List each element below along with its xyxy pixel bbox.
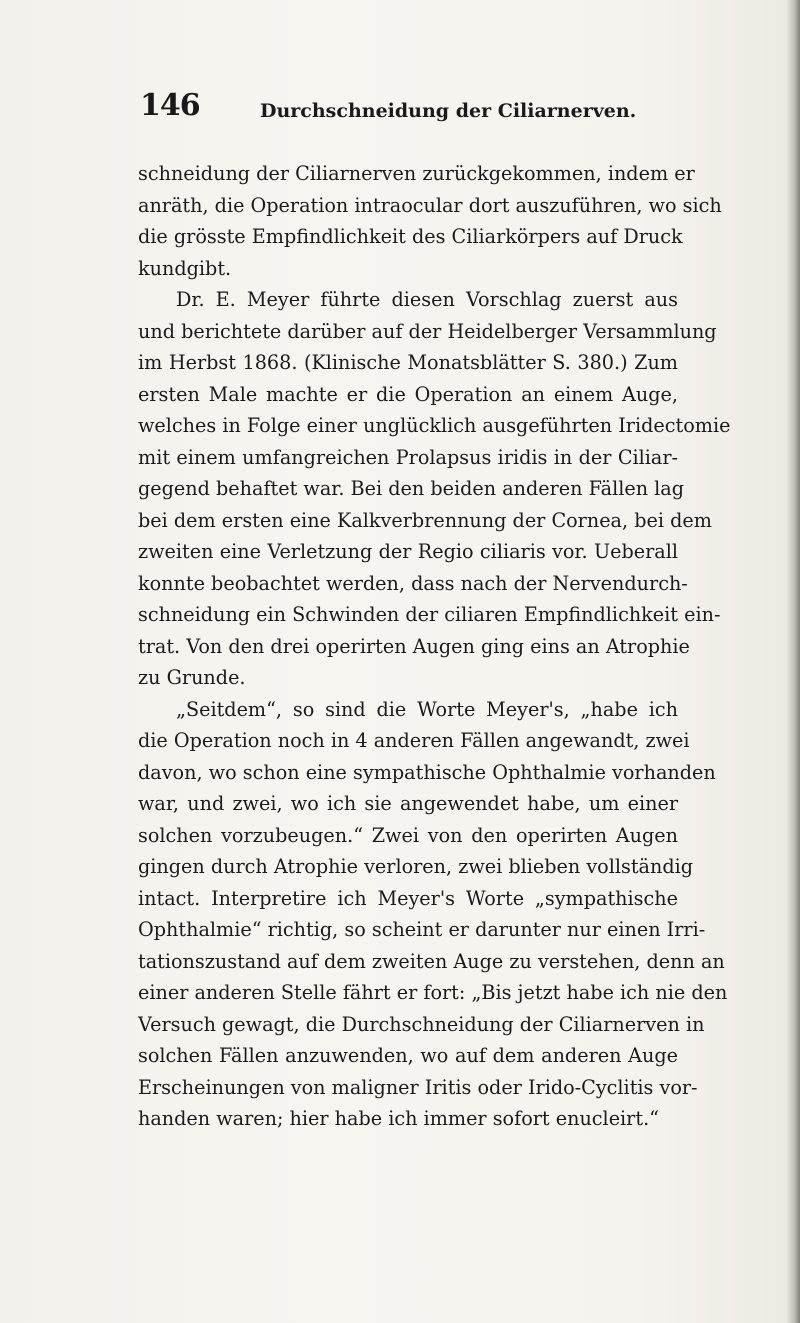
text-line: zu Grunde. — [138, 666, 246, 689]
text-line: gingen durch Atrophie verloren, zwei blieben vollständig — [138, 855, 694, 878]
page-number: 146 — [140, 88, 200, 123]
text-line: Ophthalmie“ richtig, so scheint er darunter nur einen Irri- — [138, 918, 706, 941]
text-line: die Operation noch in 4 anderen Fällen angewandt, zwei — [138, 729, 690, 752]
running-title: Durchschneidung der Ciliarnerven. — [260, 100, 637, 122]
text-line: welches in Folge einer unglücklich ausgeführten Iridectomie — [138, 414, 731, 437]
text-line: bei dem ersten eine Kalkverbrennung der Cornea, bei dem — [138, 508, 712, 532]
text-line: und berichtete darüber auf der Heidelberger Versammlung — [138, 319, 717, 343]
text-line: Versuch gewagt, die Durchschneidung der Ciliarnerven in — [138, 1012, 705, 1036]
text-line: die grösste Empfindlichkeit des Ciliarkörpers auf Druck — [138, 225, 683, 248]
text-line: anräth, die Operation intraocular dort auszuführen, wo sich — [138, 193, 722, 217]
text-line: ersten Male machte er die Operation an einem Auge, — [138, 382, 678, 406]
text-line: tationszustand auf dem zweiten Auge zu verstehen, denn an — [138, 949, 725, 973]
text-line: Dr. E. Meyer führte diesen Vorschlag zuerst aus — [176, 288, 678, 311]
text-line: Erscheinungen von maligner Iritis oder Irido-Cyclitis vor- — [138, 1075, 698, 1099]
text-line: zweiten eine Verletzung der Regio ciliaris vor. Ueberall — [138, 540, 678, 563]
text-line: kundgibt. — [138, 256, 232, 280]
text-line: im Herbst 1868. (Klinische Monatsblätter S. 380.) Zum — [138, 351, 678, 374]
text-line: handen waren; hier habe ich immer sofort enucleirt.“ — [138, 1107, 659, 1130]
text-line: schneidung der Ciliarnerven zurückgekommen, indem er — [138, 162, 695, 185]
text-line: gegend behaftet war. Bei den beiden anderen Fällen lag — [138, 477, 685, 500]
body-text — [138, 158, 731, 1135]
page-edge-shadow — [786, 0, 800, 1323]
text-line: „Seitdem“, so sind die Worte Meyer's, „habe ich — [176, 697, 678, 721]
text-line: schneidung ein Schwinden der ciliaren Empfindlichkeit ein- — [138, 603, 721, 626]
text-line: mit einem umfangreichen Prolapsus iridis in der Ciliar- — [138, 445, 678, 469]
text-line: konnte beobachtet werden, dass nach der Nervendurch- — [138, 571, 688, 595]
text-line: war, und zwei, wo ich sie angewendet habe, um einer — [138, 792, 678, 815]
text-line: solchen vorzubeugen.“ Zwei von den operirten Augen — [138, 823, 678, 847]
text-line: intact. Interpretire ich Meyer's Worte „sympathische — [138, 886, 678, 910]
text-line: einer anderen Stelle fährt er fort: „Bis jetzt habe ich nie den — [138, 981, 728, 1004]
running-head — [140, 88, 660, 128]
text-line: trat. Von den drei operirten Augen ging eins an Atrophie — [138, 634, 690, 658]
text-line: davon, wo schon eine sympathische Ophthalmie vorhanden — [138, 760, 716, 784]
text-line: solchen Fällen anzuwenden, wo auf dem anderen Auge — [138, 1044, 678, 1067]
